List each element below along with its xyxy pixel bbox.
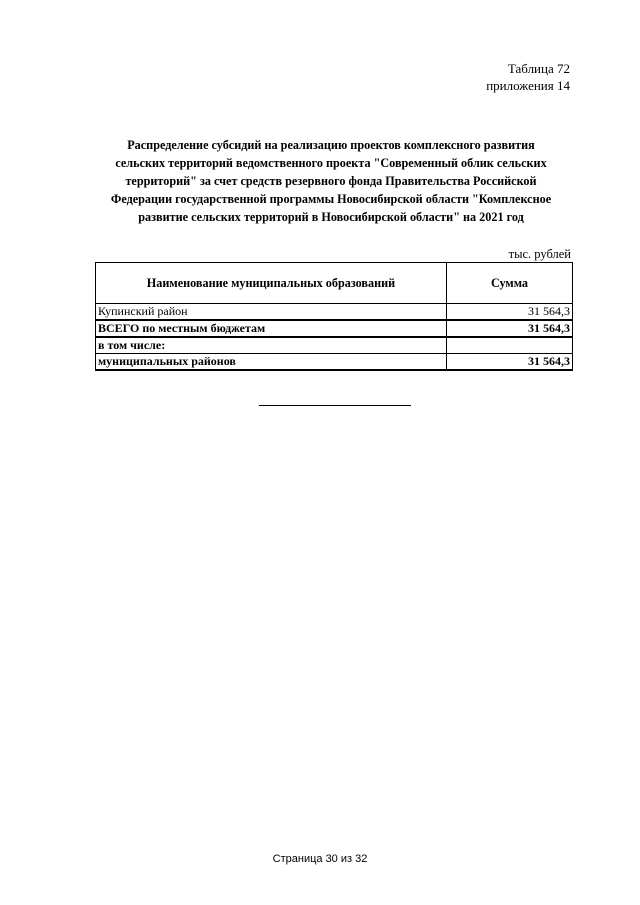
table-row <box>96 337 573 354</box>
row-name: ВСЕГО по местным бюджетам <box>96 320 447 337</box>
title-line: Федерации государственной программы Новосибирской области "Комплексное <box>110 192 552 206</box>
row-name: в том числе: <box>96 337 447 354</box>
document-title <box>90 136 572 226</box>
row-sum <box>447 337 573 354</box>
appendix-reference: приложения 14 <box>486 78 570 93</box>
column-header-name: Наименование муниципальных образований <box>96 263 447 304</box>
table-number: Таблица 72 <box>507 61 570 76</box>
table-row-total <box>96 320 573 337</box>
table-row <box>96 354 573 371</box>
page-footer: Страница 30 из 32 <box>272 853 368 865</box>
title-line: сельских территорий ведомственного проекта "Современный облик сельских <box>115 156 547 170</box>
row-sum: 31 564,3 <box>447 304 573 321</box>
units-label: тыс. рублей <box>508 247 571 261</box>
row-sum: 31 564,3 <box>447 354 573 371</box>
table-row <box>96 304 573 321</box>
column-header-sum: Сумма <box>447 263 573 304</box>
table-reference <box>486 60 570 94</box>
title-line: территорий" за счет средств резервного фонда Правительства Российской <box>125 174 537 188</box>
row-name: Купинский район <box>96 304 447 321</box>
title-line: развитие сельских территорий в Новосибирской области" на 2021 год <box>138 210 524 224</box>
title-line: Распределение субсидий на реализацию проектов комплексного развития <box>127 138 535 152</box>
separator-line <box>259 405 411 406</box>
subsidy-table <box>95 262 573 371</box>
row-name: муниципальных районов <box>96 354 447 371</box>
row-sum: 31 564,3 <box>447 320 573 337</box>
table-header-row <box>96 263 573 304</box>
